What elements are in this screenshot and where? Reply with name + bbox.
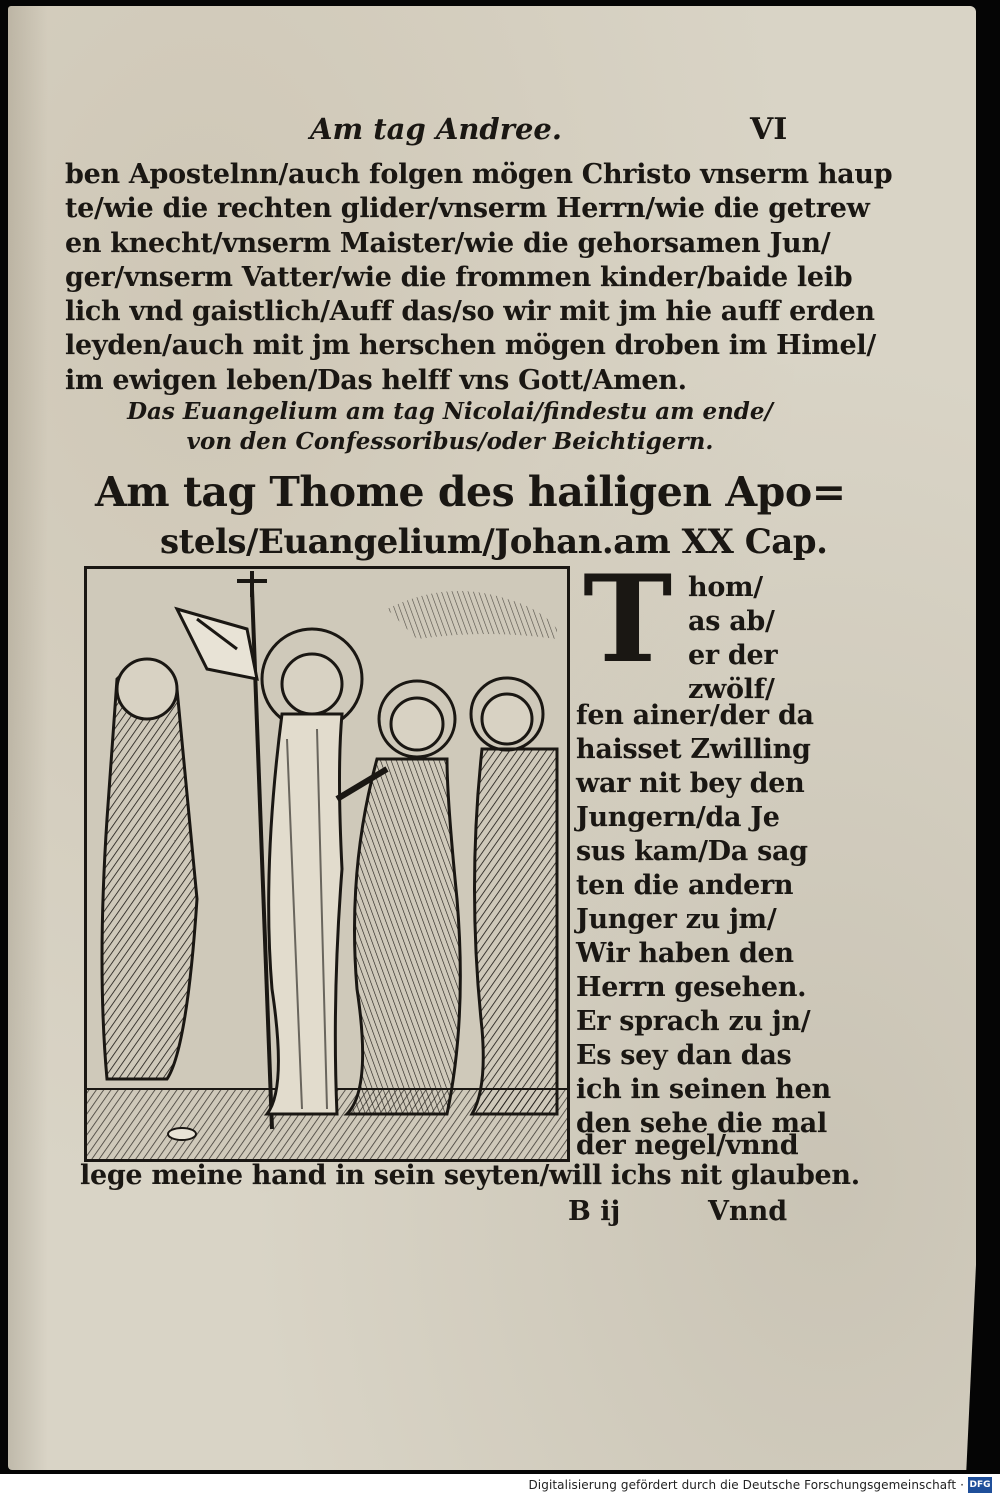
- doubting-thomas-woodcut: [87, 569, 567, 1159]
- column-line: Junger zu jm/: [576, 904, 777, 935]
- text-line: en knecht/vnserm Maister/wie die gehorsamen Jun/: [65, 227, 831, 259]
- column-line: Herrn gesehen.: [576, 972, 807, 1003]
- column-line: ten die andern: [576, 870, 794, 901]
- dfg-logo-icon: DFG: [968, 1477, 992, 1493]
- body-text: [65, 158, 893, 398]
- text-line: im ewigen leben/Das helff vns Gott/Amen.: [65, 364, 687, 396]
- column-line: war nit bey den: [576, 768, 805, 799]
- column-line: as ab/: [688, 606, 775, 637]
- running-head: Am tag Andree.: [310, 112, 562, 146]
- column-line: der negel/vnnd: [576, 1130, 799, 1161]
- column-line: haisset Zwilling: [576, 734, 811, 765]
- column-line: Jungern/da Je: [576, 802, 780, 833]
- woodcut-illustration: [84, 566, 570, 1162]
- column-line: Er sprach zu jn/: [576, 1006, 811, 1037]
- column-line: ich in seinen hen: [576, 1074, 831, 1105]
- note-line: von den Confessoribus/oder Beichtigern.: [186, 428, 714, 455]
- text-line: lich vnd gaistlich/Auff das/so wir mit jm hie auff erden: [65, 296, 875, 328]
- column-line: zwölf/: [688, 674, 775, 705]
- section-heading: stels/Euangelium/Johan.am XX Cap.: [160, 522, 828, 562]
- column-line: Wir haben den: [576, 938, 794, 969]
- text-line: leyden/auch mit jm herschen mögen droben im Himel/: [65, 330, 876, 362]
- column-line: hom/: [688, 572, 763, 603]
- column-line: fen ainer/der da: [576, 700, 814, 731]
- text-line: te/wie die rechten glider/vnserm Herrn/wie die getrew: [65, 193, 870, 225]
- digitization-credit: Digitalisierung gefördert durch die Deutsche Forschungsgemeinschaft ·: [528, 1478, 964, 1492]
- column-line: Es sey dan das: [576, 1040, 792, 1071]
- text-line: ger/vnserm Vatter/wie die frommen kinder/baide leib: [65, 261, 853, 293]
- signature-mark: B ij: [568, 1196, 621, 1227]
- closing-line: lege meine hand in sein seyten/will ichs nit glauben.: [80, 1160, 860, 1191]
- column-line: sus kam/Da sag: [576, 836, 808, 867]
- decorated-initial: [583, 549, 685, 698]
- catchword: Vnnd: [708, 1196, 788, 1227]
- initial-letter: T: [583, 549, 673, 690]
- column-line: den sehe die mal: [576, 1108, 827, 1139]
- section-heading: Am tag Thome des hailigen Apo=: [95, 468, 846, 516]
- column-line: er der: [688, 640, 778, 671]
- text-line: ben Apostelnn/auch folgen mögen Christo vnserm haup: [65, 159, 893, 190]
- folio-number: VI: [750, 112, 788, 147]
- note-line: Das Euangelium am tag Nicolai/findestu am ende/: [127, 398, 773, 425]
